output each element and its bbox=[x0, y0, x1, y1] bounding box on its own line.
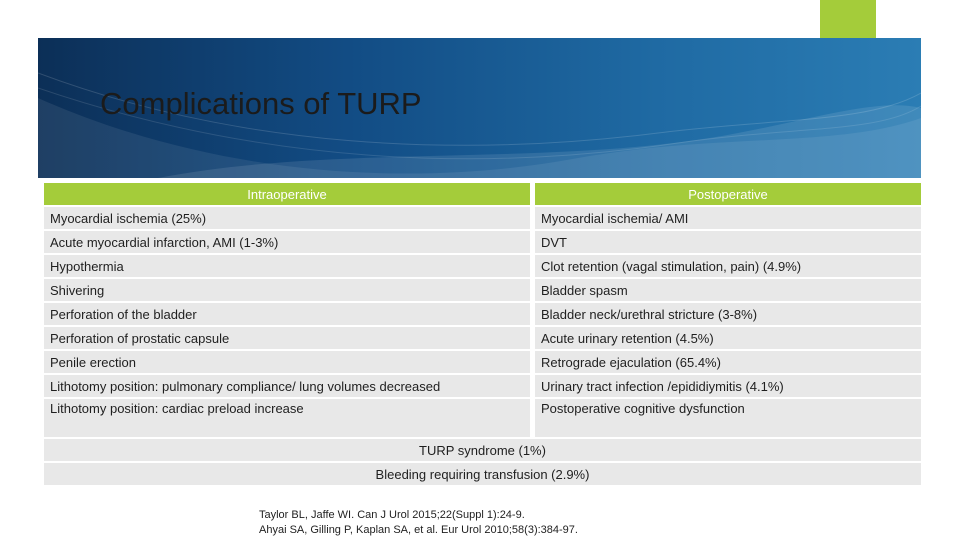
spanning-row bbox=[44, 439, 921, 463]
postoperative-cell: Myocardial ischemia/ AMI bbox=[535, 207, 921, 231]
table-row bbox=[44, 327, 921, 351]
intraoperative-cell: Penile erection bbox=[44, 351, 535, 375]
intraoperative-cell: Perforation of prostatic capsule bbox=[44, 327, 535, 351]
intraoperative-cell: Lithotomy position: pulmonary compliance/ lung volumes decreased bbox=[44, 375, 535, 399]
intraoperative-cell: Acute myocardial infarction, AMI (1-3%) bbox=[44, 231, 535, 255]
intraoperative-cell: Shivering bbox=[44, 279, 535, 303]
postoperative-cell: Bladder neck/urethral stricture (3-8%) bbox=[535, 303, 921, 327]
postoperative-cell: Clot retention (vagal stimulation, pain) (4.9%) bbox=[535, 255, 921, 279]
intraoperative-cell: Perforation of the bladder bbox=[44, 303, 535, 327]
slide-title: Complications of TURP bbox=[100, 86, 422, 121]
intraoperative-cell: Lithotomy position: cardiac preload increase bbox=[44, 399, 535, 439]
postoperative-cell: DVT bbox=[535, 231, 921, 255]
table-row bbox=[44, 231, 921, 255]
reference-item: Ahyai SA, Gilling P, Kaplan SA, et al. Eur Urol 2010;58(3):384-97. bbox=[259, 524, 578, 536]
intraoperative-cell: Hypothermia bbox=[44, 255, 535, 279]
postoperative-cell: Postoperative cognitive dysfunction bbox=[535, 399, 921, 439]
table-row bbox=[44, 303, 921, 327]
postoperative-cell: Acute urinary retention (4.5%) bbox=[535, 327, 921, 351]
table-row bbox=[44, 255, 921, 279]
spanning-row bbox=[44, 463, 921, 487]
header-postoperative: Postoperative bbox=[535, 183, 921, 207]
bleeding-transfusion-cell: Bleeding requiring transfusion (2.9%) bbox=[44, 463, 921, 487]
turp-syndrome-cell: TURP syndrome (1%) bbox=[44, 439, 921, 463]
table-row bbox=[44, 279, 921, 303]
references bbox=[259, 508, 578, 538]
complications-table bbox=[44, 183, 921, 487]
table-header-row bbox=[44, 183, 921, 207]
postoperative-cell: Urinary tract infection /epididiymitis (4.1%) bbox=[535, 375, 921, 399]
table-row bbox=[44, 351, 921, 375]
postoperative-cell: Bladder spasm bbox=[535, 279, 921, 303]
table-row bbox=[44, 399, 921, 439]
table-row bbox=[44, 375, 921, 399]
reference-item: Taylor BL, Jaffe WI. Can J Urol 2015;22(Suppl 1):24-9. bbox=[259, 509, 525, 521]
table-row bbox=[44, 207, 921, 231]
header-intraoperative: Intraoperative bbox=[44, 183, 535, 207]
intraoperative-cell: Myocardial ischemia (25%) bbox=[44, 207, 535, 231]
postoperative-cell: Retrograde ejaculation (65.4%) bbox=[535, 351, 921, 375]
